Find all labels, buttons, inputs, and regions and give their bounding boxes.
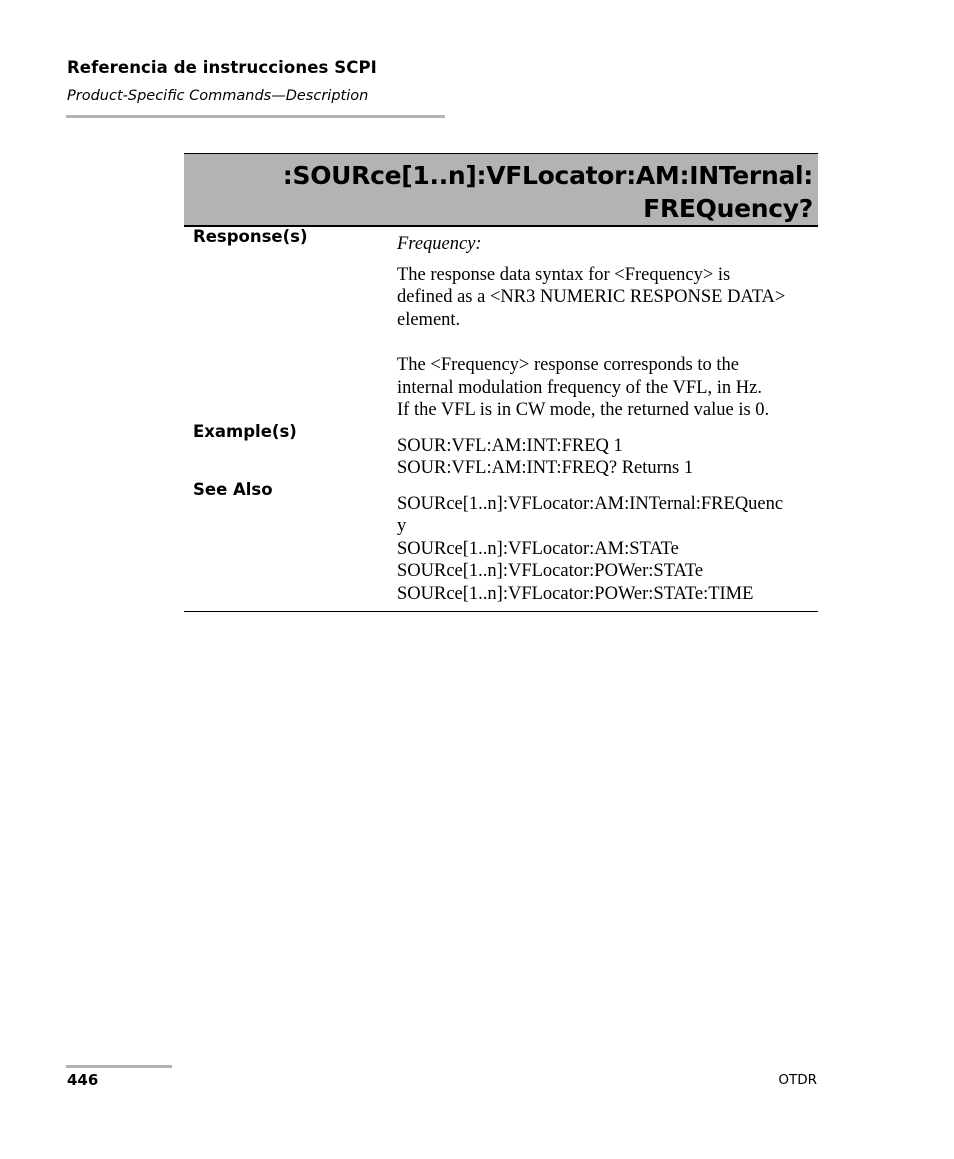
page-number: 446 [67, 1071, 99, 1089]
response-line: internal modulation frequency of the VFL, in Hz. [397, 377, 762, 398]
command-title [184, 153, 818, 227]
example-body [397, 435, 818, 480]
command-table [184, 153, 818, 612]
footer-divider [66, 1065, 172, 1068]
response-body [397, 233, 818, 422]
response-param: Frequency: [397, 234, 482, 254]
response-line: element. [397, 309, 461, 330]
response-label: Response(s) [193, 227, 308, 246]
response-line: If the VFL is in CW mode, the returned value is 0. [397, 400, 770, 420]
response-line: The response data syntax for <Frequency> is [397, 264, 731, 285]
see-also-item: y [397, 516, 407, 536]
table-bottom-divider [184, 611, 818, 612]
see-also-item: SOURce[1..n]:VFLocator:POWer:STATe [397, 561, 704, 581]
see-also-label: See Also [193, 479, 273, 499]
see-also-item: SOURce[1..n]:VFLocator:AM:INTernal:FREQuenc [397, 493, 784, 514]
response-line: The <Frequency> response corresponds to the [397, 355, 739, 375]
example-label: Example(s) [193, 421, 297, 441]
example-row [184, 422, 818, 480]
running-header-title: Referencia de instrucciones SCPI [67, 58, 377, 77]
see-also-item: SOURce[1..n]:VFLocator:POWer:STATe:TIME [397, 583, 754, 604]
running-header-subtitle: Product-Specific Commands—Description [67, 88, 369, 104]
header-divider [66, 115, 445, 118]
see-also-body [397, 493, 818, 606]
command-title-line2: FREQuency? [643, 194, 813, 223]
response-row [184, 227, 818, 422]
example-line: SOUR:VFL:AM:INT:FREQ 1 [397, 435, 623, 456]
footer-product-name: OTDR [778, 1072, 817, 1088]
example-line: SOUR:VFL:AM:INT:FREQ? Returns 1 [397, 458, 694, 478]
response-line: defined as a <NR3 NUMERIC RESPONSE DATA> [397, 287, 786, 307]
see-also-item: SOURce[1..n]:VFLocator:AM:STATe [397, 538, 679, 559]
command-title-line1: :SOURce[1..n]:VFLocator:AM:INTernal: [282, 161, 813, 190]
see-also-row [184, 480, 818, 606]
